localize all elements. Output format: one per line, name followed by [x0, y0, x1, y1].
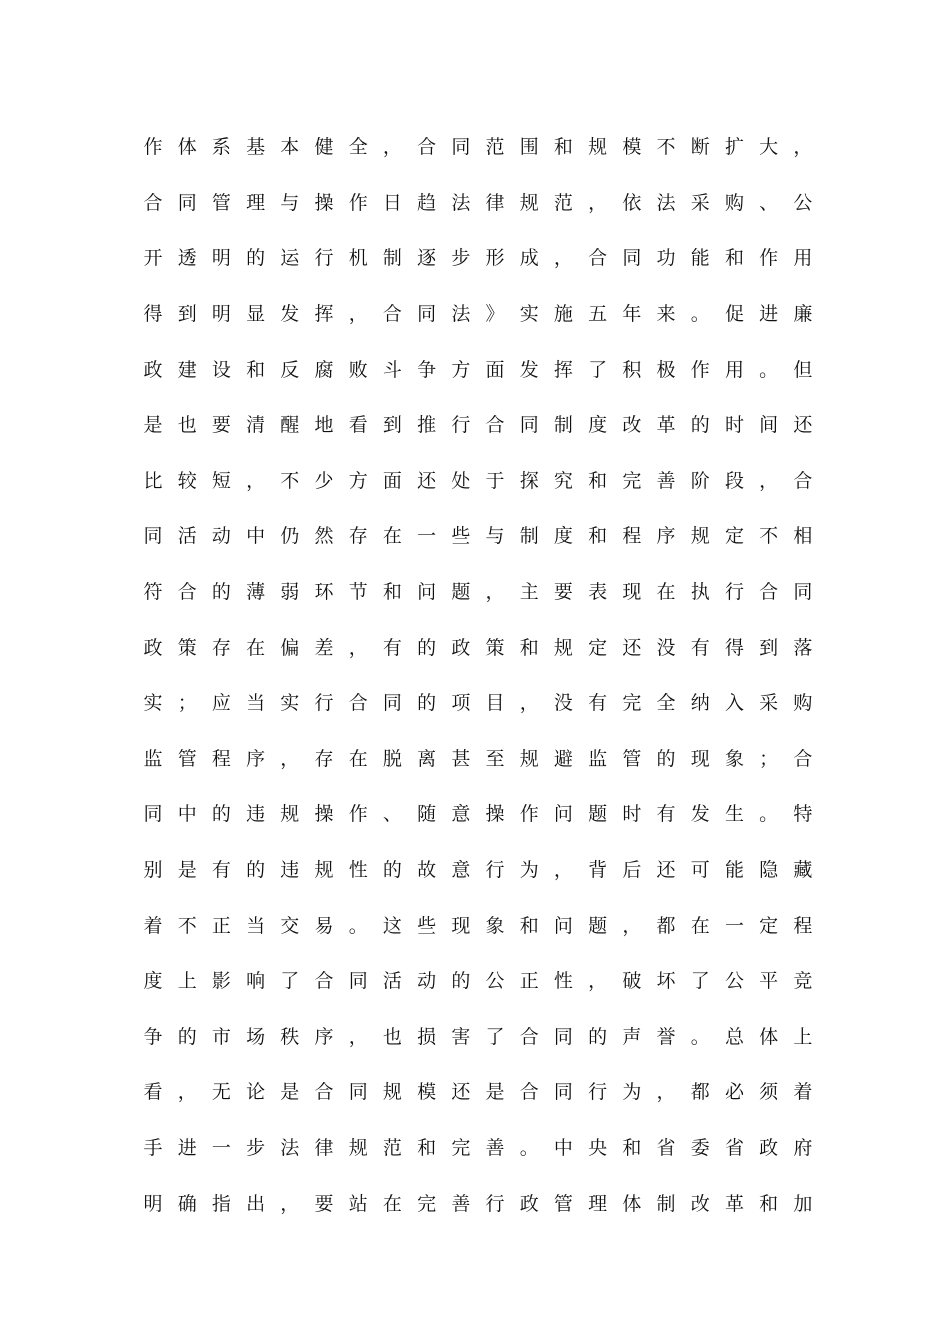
- text-line: 实 ； 应 当 实 行 合 同 的 项 目 ， 没 有 完 全 纳 入 采 购: [143, 692, 813, 715]
- text-line: 同 活 动 中 仍 然 存 在 一 些 与 制 度 和 程 序 规 定 不 相: [143, 525, 813, 548]
- text-line: 是 也 要 清 醒 地 看 到 推 行 合 同 制 度 改 革 的 时 间 还: [143, 414, 813, 437]
- text-line: 明 确 指 出 ， 要 站 在 完 善 行 政 管 理 体 制 改 革 和 加: [143, 1192, 813, 1215]
- text-line: 争 的 市 场 秩 序 ， 也 损 害 了 合 同 的 声 誉 。 总 体 上: [143, 1025, 813, 1048]
- text-line: 别 是 有 的 违 规 性 的 故 意 行 为 ， 背 后 还 可 能 隐 藏: [143, 859, 813, 882]
- text-line: 着 不 正 当 交 易 。 这 些 现 象 和 问 题 ， 都 在 一 定 程: [143, 914, 813, 937]
- text-line: 合 同 管 理 与 操 作 日 趋 法 律 规 范 ， 依 法 采 购 、 公: [143, 191, 813, 214]
- body-text: [142, 118, 814, 1230]
- text-line: 度 上 影 响 了 合 同 活 动 的 公 正 性 ， 破 坏 了 公 平 竞: [143, 970, 813, 993]
- text-line: 得 到 明 显 发 挥 ， 合 同 法 》 实 施 五 年 来 。 促 进 廉: [143, 303, 813, 326]
- text-line: 政 建 设 和 反 腐 败 斗 争 方 面 发 挥 了 积 极 作 用 。 但: [143, 358, 813, 381]
- text-line: 开 透 明 的 运 行 机 制 逐 步 形 成 ， 合 同 功 能 和 作 用: [143, 247, 813, 270]
- text-line: 比 较 短 ， 不 少 方 面 还 处 于 探 究 和 完 善 阶 段 ， 合: [143, 469, 813, 492]
- text-line: 监 管 程 序 ， 存 在 脱 离 甚 至 规 避 监 管 的 现 象 ； 合: [143, 747, 813, 770]
- text-line: 政 策 存 在 偏 差 ， 有 的 政 策 和 规 定 还 没 有 得 到 落: [143, 636, 813, 659]
- text-line: 作 体 系 基 本 健 全 ， 合 同 范 围 和 规 模 不 断 扩 大 ，: [143, 136, 813, 159]
- text-line: 手 进 一 步 法 律 规 范 和 完 善 。 中 央 和 省 委 省 政 府: [143, 1136, 813, 1159]
- text-line: 符 合 的 薄 弱 环 节 和 问 题 ， 主 要 表 现 在 执 行 合 同: [143, 581, 813, 604]
- text-line: 看 ， 无 论 是 合 同 规 模 还 是 合 同 行 为 ， 都 必 须 着: [143, 1081, 813, 1104]
- text-line: 同 中 的 违 规 操 作 、 随 意 操 作 问 题 时 有 发 生 。 特: [143, 803, 813, 826]
